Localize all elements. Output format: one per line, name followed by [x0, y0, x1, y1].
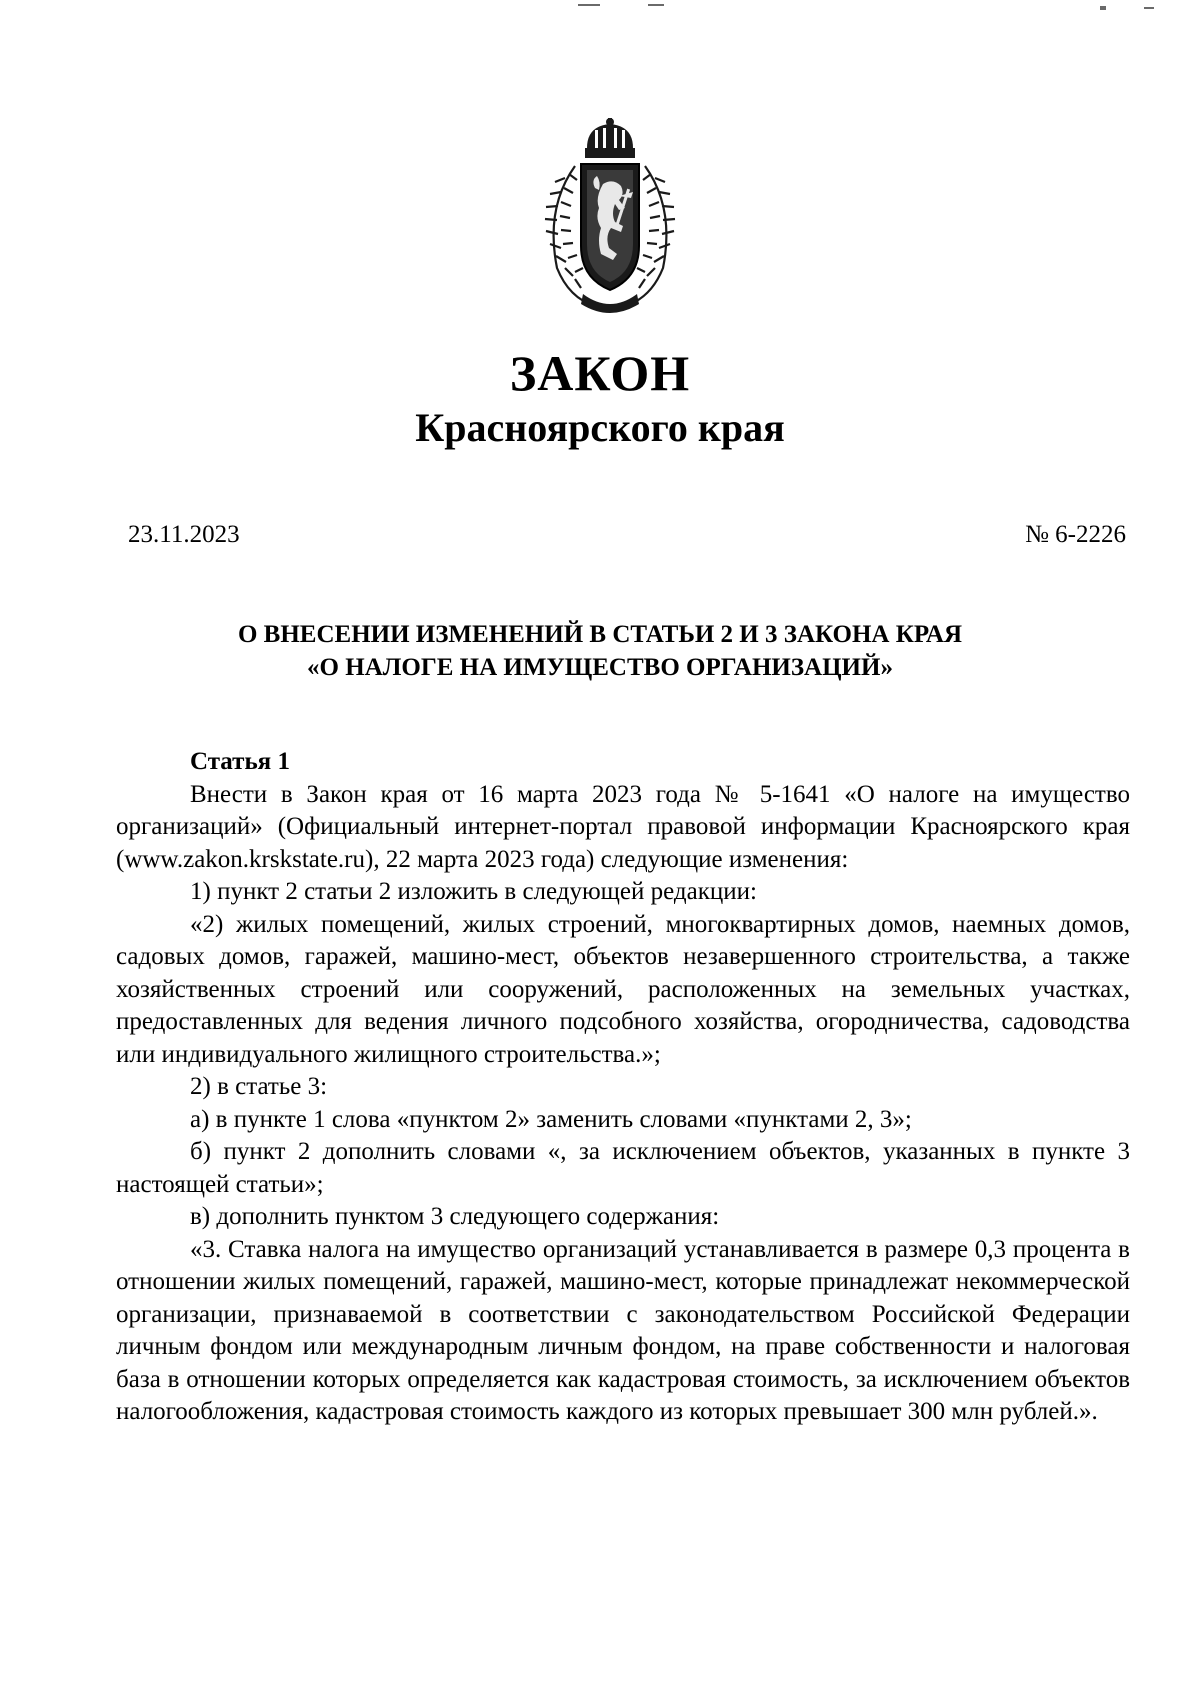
article-paragraph: б) пункт 2 дополнить словами «, за исключением объектов, указанных в пункте 3 настоящей статьи»;: [116, 1138, 1130, 1198]
scan-artifact: [1144, 7, 1154, 9]
article-paragraph: в) дополнить пунктом 3 следующего содержания:: [190, 1203, 720, 1230]
scan-artifact: [1100, 6, 1106, 10]
article-paragraph: 1) пункт 2 статьи 2 изложить в следующей редакции:: [190, 878, 757, 905]
article-paragraph: а) в пункте 1 слова «пунктом 2» заменить словами «пунктами 2, 3»;: [190, 1105, 912, 1133]
law-word: ЗАКОН: [509, 345, 691, 401]
scan-artifact: [578, 4, 600, 6]
coat-of-arms-icon: [535, 118, 685, 318]
article-paragraph: «2) жилых помещений, жилых строений, многоквартирных домов, наемных домов, садовых домов, гаражей, машино-мест, объектов незавершенного строительства, а также хозяйственных строений или сооружений, расположенных на земельных участках, предоставленных для ведения личного подсобного хозяйства, огородничества, садоводства или индивидуального жилищного строительства.»;: [116, 910, 1130, 1068]
article-1: [116, 746, 1130, 1429]
document-date: 23.11.2023: [128, 521, 240, 548]
document-heading-line-1: О ВНЕСЕНИИ ИЗМЕНЕНИЙ В СТАТЬИ 2 И 3 ЗАКОНА КРАЯ: [237, 621, 963, 648]
article-paragraph: 2) в статье 3:: [190, 1073, 328, 1100]
document-number: № 6-2226: [1025, 521, 1126, 548]
article-paragraph: Внести в Закон края от 16 марта 2023 года № 5-1641 «О налоге на имущество организаций» (Официальный интернет-портал правовой информации Красноярского края (www.zakon.krskstate.ru), 22 марта 2023 года) следующие изменения:: [116, 780, 1130, 873]
article-title: Статья 1: [190, 748, 290, 775]
scan-artifact: [648, 4, 664, 6]
article-paragraph: «3. Ставка налога на имущество организаций устанавливается в размере 0,3 процента в отношении жилых помещений, гаражей, машино-мест, которые принадлежат некоммерческой организации, признаваемой в соответствии с законодательством Российской Федерации личным фондом или международным личным фондом, на праве собственности и налоговая база в отношении которых определяется как кадастровая стоимость, за исключением объектов налогообложения, кадастровая стоимость каждого из которых превышает 300 млн рублей.».: [116, 1235, 1130, 1425]
document-heading-line-2: «О НАЛОГЕ НА ИМУЩЕСТВО ОРГАНИЗАЦИЙ»: [307, 654, 893, 681]
region-name: Красноярского края: [415, 405, 785, 450]
